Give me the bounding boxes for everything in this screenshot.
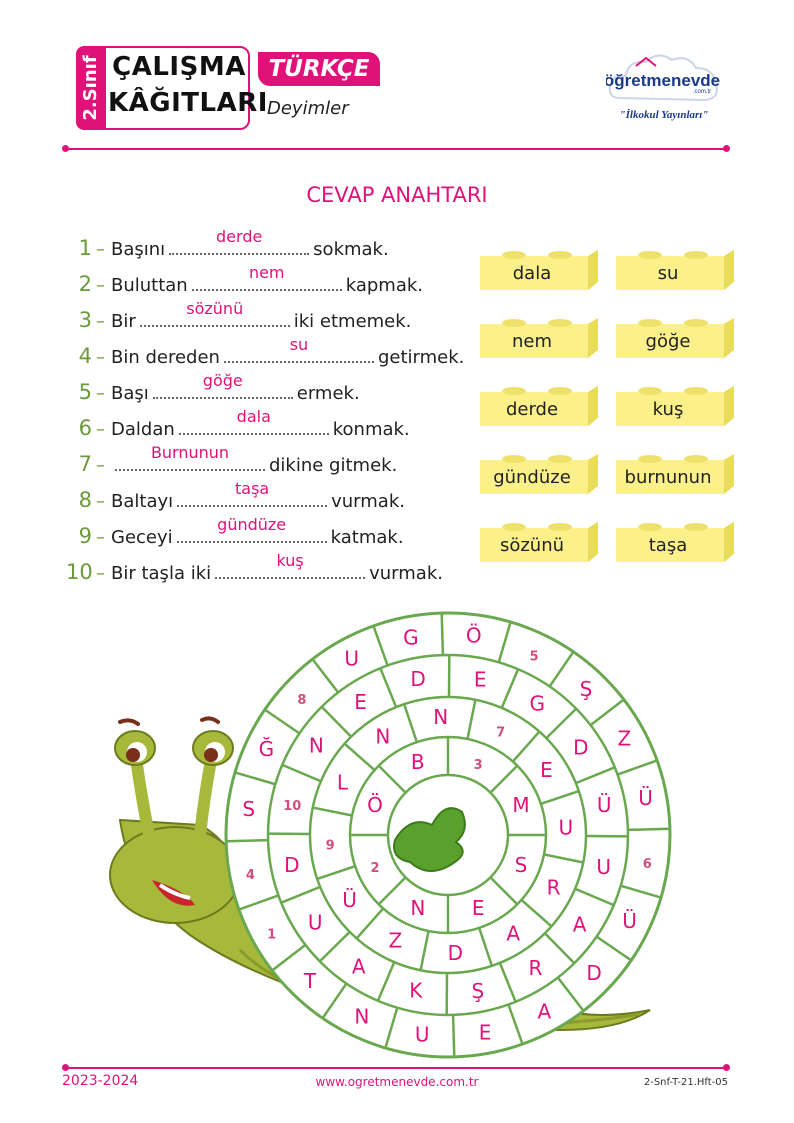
word-brick — [614, 452, 736, 496]
puzzle-letter: N — [410, 896, 426, 920]
question-dash: – — [96, 455, 105, 476]
question-text-before: Başı — [111, 383, 149, 404]
puzzle-letter: Ğ — [258, 736, 275, 761]
question-dash: – — [96, 311, 105, 332]
question-number: 2 — [78, 272, 92, 296]
puzzle-letter: D — [586, 961, 602, 985]
question-text-after: getirmek. — [377, 347, 465, 368]
question-dash: – — [96, 239, 105, 260]
question-number: 10 — [66, 560, 93, 584]
question-dash: – — [96, 527, 105, 548]
answer-text: dala — [236, 407, 271, 426]
question-number: 8 — [78, 488, 92, 512]
question-row — [66, 335, 465, 374]
word-brick — [614, 316, 736, 360]
question-row — [66, 227, 389, 266]
snail-puzzle-illustration — [0, 590, 794, 1060]
answer-key-heading: CEVAP ANAHTARI — [306, 183, 488, 207]
puzzle-letter: E — [354, 690, 367, 715]
puzzle-letter: U — [414, 1022, 430, 1047]
question-row — [66, 299, 412, 338]
puzzle-letter: E — [471, 896, 485, 920]
question-row — [66, 479, 405, 518]
logo-wordmark: öğretmenevde — [606, 71, 721, 90]
question-text-after: kapmak. — [345, 275, 424, 296]
question-dash: – — [96, 275, 105, 296]
puzzle-number: 7 — [496, 725, 506, 741]
puzzle-letter: D — [284, 852, 300, 877]
question-dash: – — [96, 563, 105, 584]
puzzle-letter: Ü — [596, 793, 612, 818]
puzzle-number: 9 — [325, 838, 335, 854]
question-row — [66, 551, 443, 590]
answer-text: derde — [216, 227, 263, 246]
puzzle-letter: S — [242, 797, 256, 822]
word-brick — [614, 248, 736, 292]
word-brick — [614, 520, 736, 564]
question-dash: – — [96, 383, 105, 404]
topic-label: Deyimler — [267, 98, 349, 119]
word-brick-label: taşa — [648, 535, 688, 556]
footer-code: 2-Snf-T-21.Hft-05 — [643, 1077, 728, 1088]
puzzle-letter: Z — [388, 928, 403, 953]
grade-label: 2.Sınıf — [80, 55, 101, 121]
answer-text: kuş — [276, 551, 304, 570]
subject-badge: TÜRKÇE — [258, 52, 380, 86]
question-row — [66, 371, 360, 410]
puzzle-letter: U — [344, 646, 360, 671]
question-number: 9 — [78, 524, 92, 548]
answer-blank[interactable] — [115, 443, 265, 471]
question-text-after: konmak. — [332, 419, 410, 440]
puzzle-number: 1 — [267, 927, 277, 943]
puzzle-letter: K — [409, 978, 423, 1003]
question-text-after: vurmak. — [369, 563, 443, 584]
puzzle-letter: R — [528, 955, 543, 980]
answer-blank[interactable] — [215, 551, 365, 579]
header-rule — [66, 148, 726, 150]
word-brick-label: derde — [505, 399, 559, 420]
puzzle-letter: N — [433, 705, 449, 730]
question-text-after: iki etmemek. — [293, 311, 412, 332]
puzzle-letter: N — [354, 1004, 370, 1029]
puzzle-letter: G — [529, 691, 546, 716]
rule-dot — [723, 1064, 730, 1071]
puzzle-number: 8 — [297, 693, 307, 708]
question-dash: – — [96, 347, 105, 368]
question-row — [66, 443, 398, 482]
word-brick — [478, 248, 600, 292]
answer-text: gündüze — [217, 515, 287, 534]
word-brick-label: burnunun — [624, 467, 712, 488]
question-text-before: Bin dereden — [111, 347, 220, 368]
answer-blank[interactable] — [140, 299, 290, 327]
puzzle-letter: D — [410, 666, 426, 691]
answer-text: göğe — [202, 371, 243, 390]
word-brick — [478, 384, 600, 428]
puzzle-letter: D — [447, 940, 464, 965]
question-number: 5 — [78, 380, 92, 404]
question-text-after: katmak. — [330, 527, 404, 548]
word-brick-label: göğe — [645, 331, 691, 352]
puzzle-letter: Ş — [579, 676, 593, 701]
question-text-before: Daldan — [111, 419, 175, 440]
word-brick — [478, 316, 600, 360]
word-brick-label: nem — [511, 331, 553, 352]
rule-dot — [723, 145, 730, 152]
question-number: 7 — [78, 452, 92, 476]
puzzle-letter: Ü — [622, 909, 637, 934]
question-text-after: vurmak. — [331, 491, 405, 512]
snail-head — [110, 827, 240, 923]
answer-text: sözünü — [186, 299, 244, 318]
question-dash: – — [96, 419, 105, 440]
question-text-before: Geceyi — [111, 527, 173, 548]
answer-blank[interactable] — [177, 479, 327, 507]
word-brick — [478, 452, 600, 496]
question-dash: – — [96, 491, 105, 512]
puzzle-letter: G — [403, 625, 419, 650]
question-number: 6 — [78, 416, 92, 440]
word-brick-label: kuş — [652, 399, 684, 420]
puzzle-letter: B — [410, 750, 425, 774]
puzzle-letter: T — [303, 969, 317, 994]
puzzle-letter: E — [478, 1020, 492, 1045]
puzzle-number: 4 — [245, 868, 255, 884]
puzzle-number: 6 — [642, 856, 652, 872]
puzzle-number: 10 — [283, 798, 302, 814]
question-number: 3 — [78, 308, 92, 332]
question-row — [66, 263, 424, 302]
answer-text: su — [289, 335, 309, 354]
puzzle-number: 3 — [473, 758, 483, 773]
puzzle-letter: M — [512, 792, 530, 817]
word-brick-label: gündüze — [493, 467, 571, 488]
puzzle-letter: A — [537, 999, 552, 1024]
answer-blank[interactable] — [177, 515, 327, 543]
question-text-before: Baltayı — [111, 491, 174, 512]
puzzle-letter: L — [336, 770, 348, 795]
logo-tagline: "İlkokul Yayınları" — [619, 109, 709, 121]
puzzle-number: 2 — [370, 861, 380, 877]
question-text-before: Buluttan — [111, 275, 188, 296]
word-brick — [614, 384, 736, 428]
puzzle-letter: Ü — [638, 785, 653, 810]
worksheet-title-line2: KÂĞITLARI — [108, 88, 268, 118]
puzzle-letter: U — [596, 855, 612, 880]
puzzle-letter: S — [514, 853, 528, 878]
answer-blank[interactable] — [153, 371, 293, 399]
question-text-after: ermek. — [296, 383, 360, 404]
puzzle-letter: D — [573, 735, 589, 760]
puzzle-letter: N — [308, 733, 324, 758]
puzzle-letter: U — [307, 910, 323, 935]
question-row — [66, 515, 404, 554]
puzzle-number: 5 — [529, 649, 539, 665]
puzzle-letter: A — [506, 921, 521, 946]
question-text-before: Bir — [111, 311, 136, 332]
puzzle-letter: E — [540, 757, 553, 782]
puzzle-letter: U — [558, 815, 574, 840]
question-number: 1 — [78, 236, 92, 260]
puzzle-letter: Ö — [367, 792, 383, 817]
puzzle-letter: Ö — [465, 623, 482, 648]
word-brick-label: su — [657, 263, 679, 284]
puzzle-letter: Ş — [471, 979, 485, 1004]
word-brick — [478, 520, 600, 564]
answer-text: Burnunun — [150, 443, 230, 462]
puzzle-letter: E — [473, 667, 487, 692]
puzzle-letter: Ü — [342, 888, 357, 913]
puzzle-letter: A — [351, 954, 366, 979]
puzzle-letter: R — [546, 875, 561, 900]
logo-domain: .com.tr — [692, 89, 712, 95]
answer-blank[interactable] — [224, 335, 374, 363]
puzzle-letter: N — [375, 724, 391, 749]
word-brick-label: dala — [512, 263, 552, 284]
answer-blank[interactable] — [169, 227, 309, 255]
answer-text: nem — [248, 263, 285, 282]
question-text-after: dikine gitmek. — [269, 455, 398, 476]
question-text-before: Bir taşla iki — [111, 563, 212, 584]
answer-text: taşa — [235, 479, 270, 498]
question-row — [66, 407, 410, 446]
worksheet-title-line1: ÇALIŞMA — [112, 52, 246, 82]
footer-year: 2023-2024 — [62, 1073, 139, 1089]
puzzle-letter: Z — [617, 726, 632, 751]
publisher-logo — [606, 46, 722, 126]
puzzle-letter: A — [572, 912, 587, 937]
word-brick-label: sözünü — [499, 535, 565, 556]
question-text-before: Başını — [111, 239, 166, 260]
question-text-after: sokmak. — [313, 239, 389, 260]
footer-website[interactable]: www.ogretmenevde.com.tr — [315, 1075, 479, 1089]
answer-blank[interactable] — [179, 407, 329, 435]
footer-rule — [66, 1067, 726, 1069]
answer-blank[interactable] — [192, 263, 342, 291]
question-number: 4 — [78, 344, 92, 368]
